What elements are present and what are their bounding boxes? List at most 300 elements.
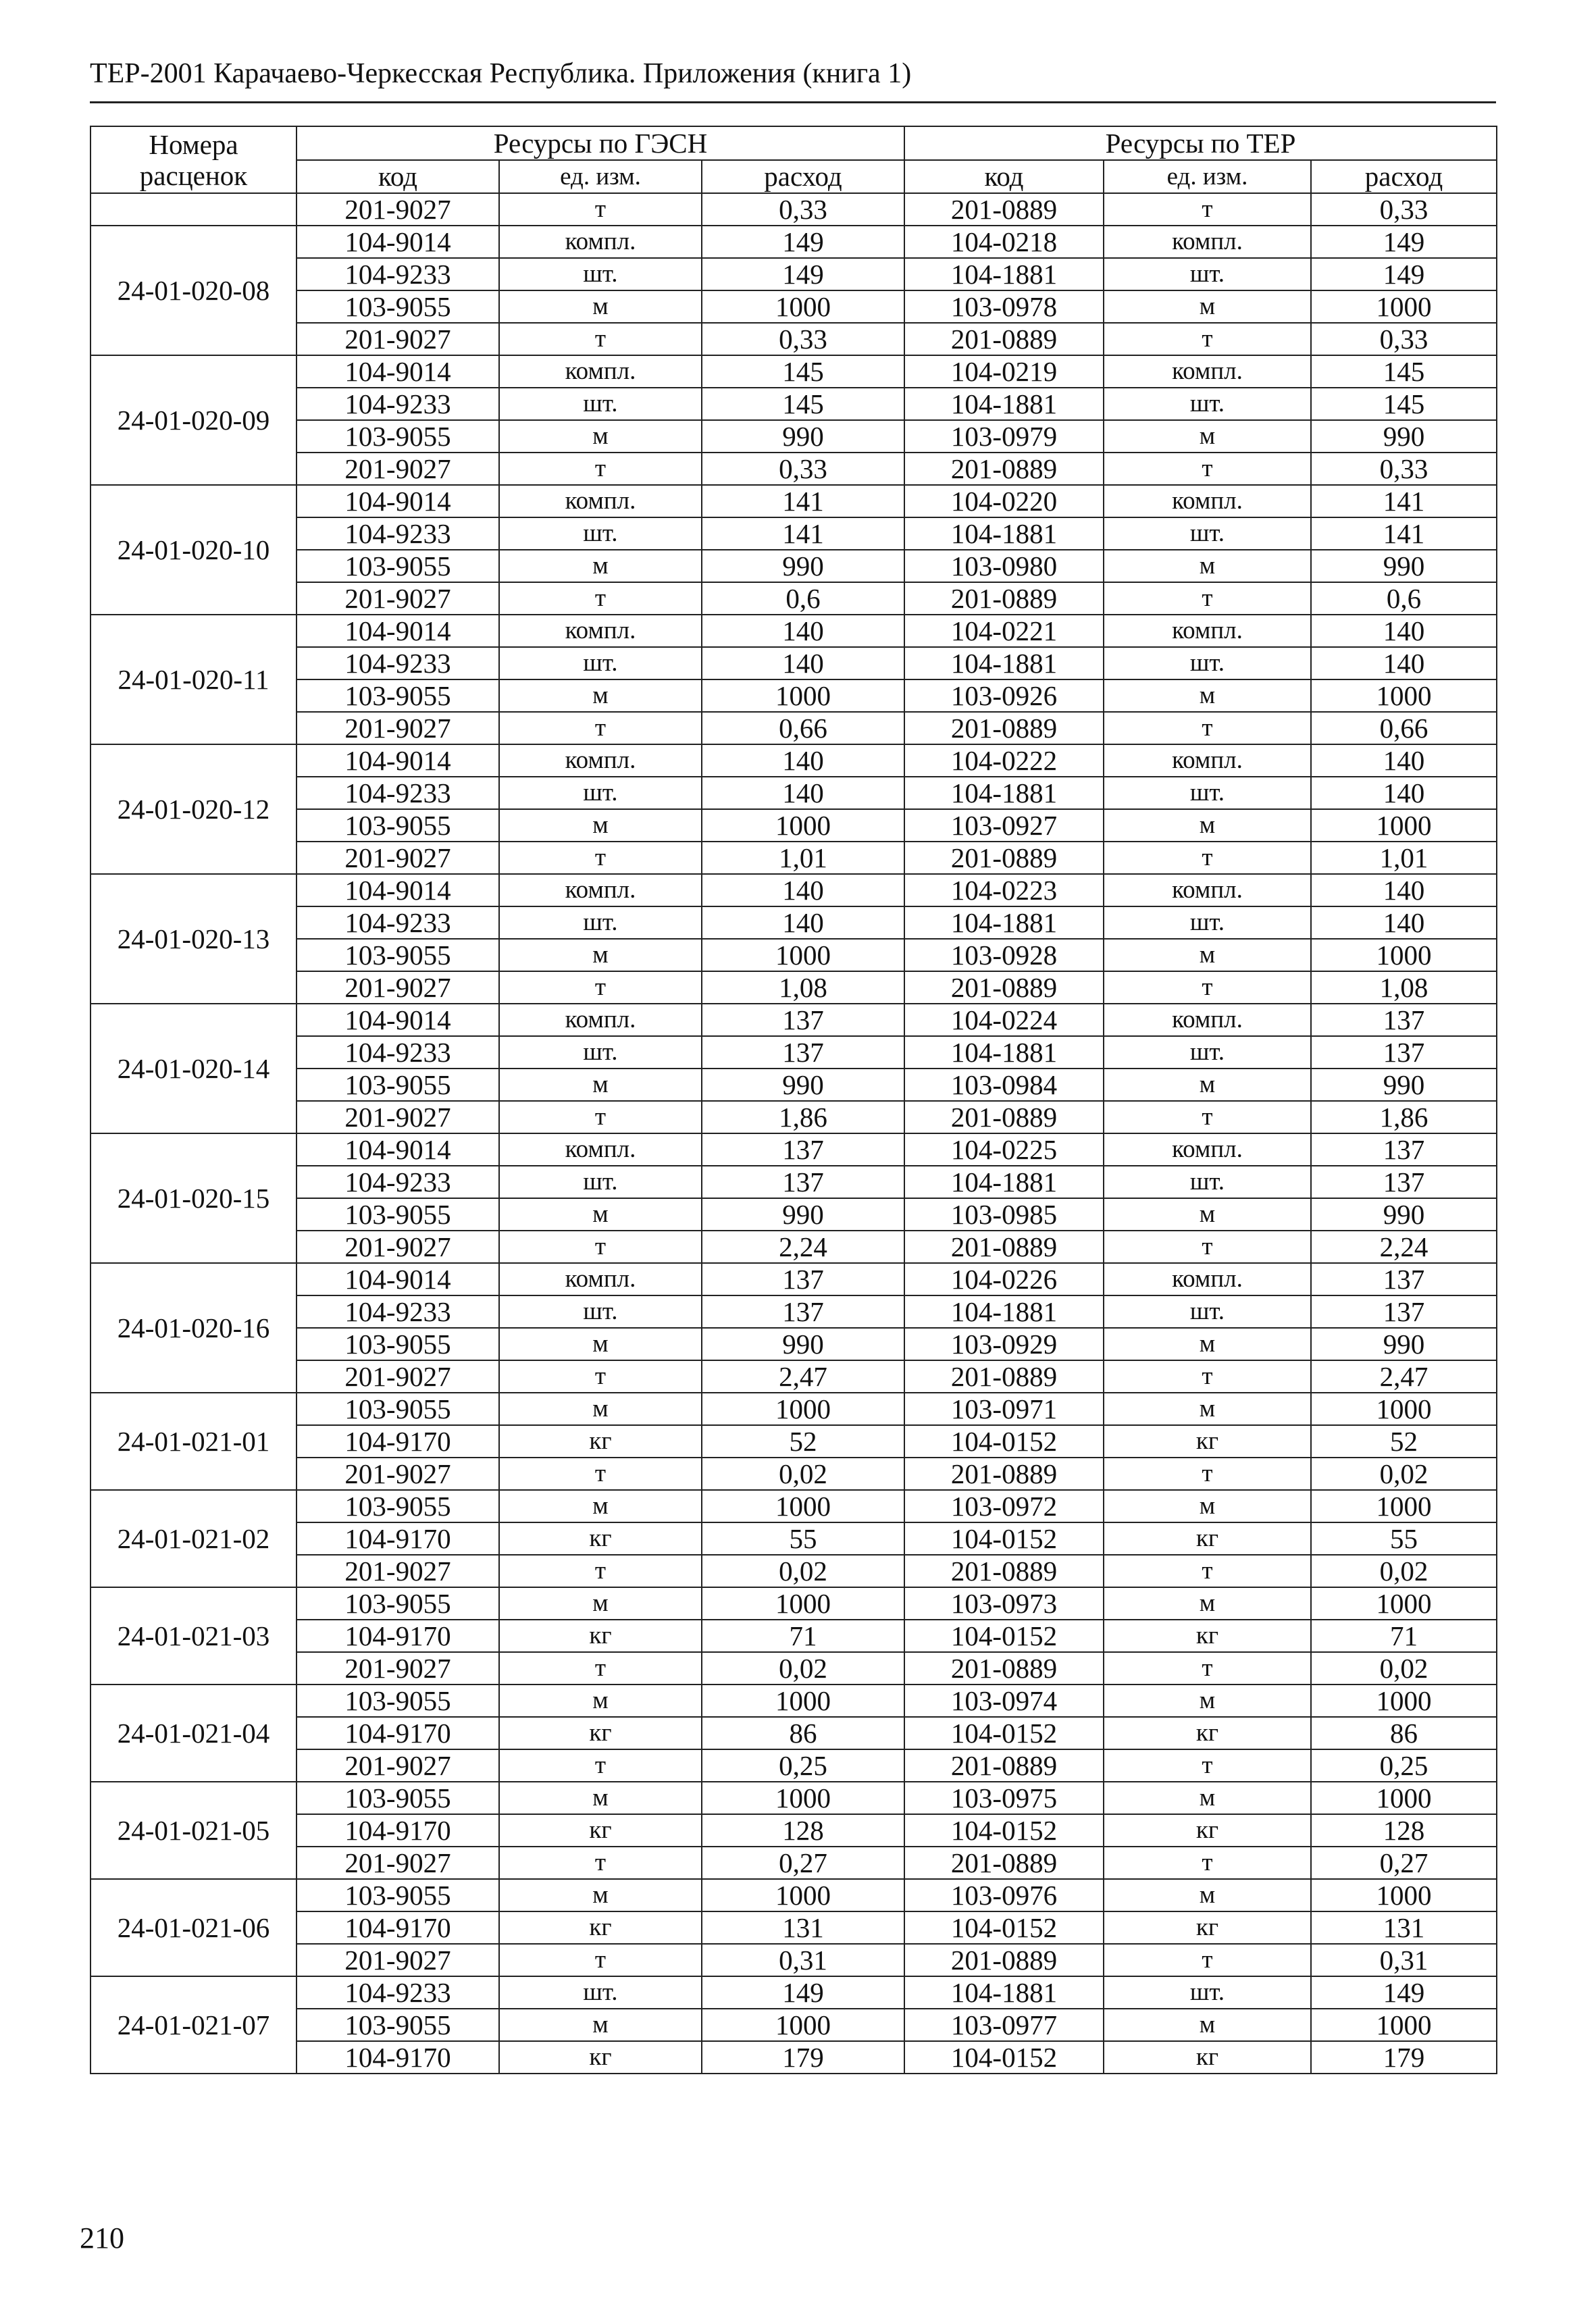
ter-qty-cell: 1,08: [1311, 971, 1497, 1004]
gesn-unit-cell: компл.: [499, 874, 702, 906]
ter-unit-cell: компл.: [1104, 1004, 1311, 1036]
table-row: [91, 615, 1497, 647]
ter-code-cell: 104-1881: [904, 906, 1104, 939]
ter-code-cell: 104-0152: [904, 1814, 1104, 1847]
header-rule: [90, 101, 1496, 103]
ter-unit-cell: компл.: [1104, 744, 1311, 777]
gesn-qty-cell: 1000: [702, 679, 904, 712]
table-row: [91, 582, 1497, 615]
gesn-qty-cell: 0,33: [702, 453, 904, 485]
ter-code-cell: 104-0222: [904, 744, 1104, 777]
gesn-qty-cell: 140: [702, 615, 904, 647]
ter-qty-cell: 141: [1311, 485, 1497, 517]
gesn-code-cell: 103-9055: [297, 1328, 499, 1360]
ter-unit-cell: т: [1104, 1555, 1311, 1587]
subheader-ter-unit: ед. изм.: [1104, 160, 1311, 193]
ter-code-cell: 103-0985: [904, 1198, 1104, 1231]
page-number: 210: [80, 2221, 124, 2255]
ter-code-cell: 103-0972: [904, 1490, 1104, 1522]
gesn-unit-cell: т: [499, 323, 702, 355]
rate-number: 24-01-021-02: [91, 1490, 297, 1587]
gesn-qty-cell: 0,66: [702, 712, 904, 744]
gesn-qty-cell: 0,02: [702, 1555, 904, 1587]
gesn-unit-cell: компл.: [499, 485, 702, 517]
ter-code-cell: 103-0976: [904, 1879, 1104, 1911]
gesn-unit-cell: компл.: [499, 355, 702, 388]
gesn-code-cell: 103-9055: [297, 290, 499, 323]
gesn-qty-cell: 1000: [702, 1587, 904, 1620]
table-row: [91, 971, 1497, 1004]
rate-number: 24-01-020-16: [91, 1263, 297, 1393]
ter-unit-cell: кг: [1104, 1522, 1311, 1555]
gesn-code-cell: 201-9027: [297, 453, 499, 485]
ter-qty-cell: 55: [1311, 1522, 1497, 1555]
ter-qty-cell: 131: [1311, 1911, 1497, 1944]
gesn-qty-cell: 145: [702, 388, 904, 420]
table-row: [91, 258, 1497, 290]
gesn-qty-cell: 0,25: [702, 1749, 904, 1782]
gesn-code-cell: 201-9027: [297, 1360, 499, 1393]
gesn-qty-cell: 0,33: [702, 323, 904, 355]
table-row: [91, 1425, 1497, 1458]
gesn-unit-cell: компл.: [499, 615, 702, 647]
gesn-unit-cell: кг: [499, 1814, 702, 1847]
ter-code-cell: 201-0889: [904, 1101, 1104, 1133]
ter-code-cell: 104-0220: [904, 485, 1104, 517]
ter-qty-cell: 1000: [1311, 1879, 1497, 1911]
gesn-code-cell: 201-9027: [297, 842, 499, 874]
ter-unit-cell: м: [1104, 939, 1311, 971]
ter-qty-cell: 990: [1311, 550, 1497, 582]
ter-unit-cell: шт.: [1104, 1166, 1311, 1198]
rate-number: 24-01-020-11: [91, 615, 297, 744]
gesn-qty-cell: 149: [702, 226, 904, 258]
ter-qty-cell: 1000: [1311, 939, 1497, 971]
rate-number: 24-01-020-12: [91, 744, 297, 874]
ter-code-cell: 104-0224: [904, 1004, 1104, 1036]
gesn-unit-cell: шт.: [499, 1976, 702, 2009]
table-row: [91, 1782, 1497, 1814]
ter-qty-cell: 0,31: [1311, 1944, 1497, 1976]
table-row: [91, 453, 1497, 485]
gesn-code-cell: 201-9027: [297, 1555, 499, 1587]
gesn-qty-cell: 1000: [702, 939, 904, 971]
ter-unit-cell: т: [1104, 1652, 1311, 1685]
ter-code-cell: 201-0889: [904, 1360, 1104, 1393]
ter-unit-cell: м: [1104, 1069, 1311, 1101]
ter-unit-cell: т: [1104, 582, 1311, 615]
ter-unit-cell: шт.: [1104, 258, 1311, 290]
ter-code-cell: 201-0889: [904, 971, 1104, 1004]
gesn-code-cell: 103-9055: [297, 1069, 499, 1101]
ter-unit-cell: м: [1104, 1490, 1311, 1522]
ter-code-cell: 104-1881: [904, 258, 1104, 290]
gesn-qty-cell: 1,86: [702, 1101, 904, 1133]
ter-unit-cell: шт.: [1104, 1036, 1311, 1069]
gesn-unit-cell: м: [499, 1490, 702, 1522]
gesn-code-cell: 104-9233: [297, 388, 499, 420]
ter-qty-cell: 0,02: [1311, 1555, 1497, 1587]
gesn-unit-cell: компл.: [499, 1133, 702, 1166]
gesn-qty-cell: 0,33: [702, 193, 904, 226]
ter-qty-cell: 137: [1311, 1263, 1497, 1295]
ter-unit-cell: т: [1104, 1231, 1311, 1263]
gesn-code-cell: 201-9027: [297, 1847, 499, 1879]
ter-code-cell: 104-1881: [904, 388, 1104, 420]
ter-code-cell: 103-0977: [904, 2009, 1104, 2041]
gesn-unit-cell: шт.: [499, 647, 702, 679]
gesn-qty-cell: 2,47: [702, 1360, 904, 1393]
ter-qty-cell: 1000: [1311, 1490, 1497, 1522]
table-row: [91, 1458, 1497, 1490]
rate-number: 24-01-021-06: [91, 1879, 297, 1976]
gesn-unit-cell: кг: [499, 1522, 702, 1555]
ter-code-cell: 103-0975: [904, 1782, 1104, 1814]
ter-qty-cell: 1000: [1311, 1685, 1497, 1717]
gesn-qty-cell: 1000: [702, 1879, 904, 1911]
ter-unit-cell: шт.: [1104, 388, 1311, 420]
gesn-code-cell: 104-9233: [297, 647, 499, 679]
ter-qty-cell: 137: [1311, 1295, 1497, 1328]
ter-qty-cell: 990: [1311, 1328, 1497, 1360]
ter-qty-cell: 52: [1311, 1425, 1497, 1458]
gesn-unit-cell: т: [499, 1231, 702, 1263]
gesn-code-cell: 201-9027: [297, 1101, 499, 1133]
ter-unit-cell: т: [1104, 1847, 1311, 1879]
gesn-unit-cell: м: [499, 1879, 702, 1911]
gesn-unit-cell: т: [499, 842, 702, 874]
ter-code-cell: 104-1881: [904, 517, 1104, 550]
gesn-qty-cell: 0,31: [702, 1944, 904, 1976]
gesn-code-cell: 104-9014: [297, 744, 499, 777]
gesn-unit-cell: компл.: [499, 1263, 702, 1295]
table-row: [91, 2041, 1497, 2074]
gesn-unit-cell: кг: [499, 1717, 702, 1749]
gesn-code-cell: 201-9027: [297, 1231, 499, 1263]
gesn-qty-cell: 1,08: [702, 971, 904, 1004]
ter-unit-cell: т: [1104, 1360, 1311, 1393]
gesn-code-cell: 104-9233: [297, 517, 499, 550]
table-row: [91, 193, 1497, 226]
ter-code-cell: 201-0889: [904, 1231, 1104, 1263]
ter-unit-cell: компл.: [1104, 1263, 1311, 1295]
gesn-code-cell: 103-9055: [297, 550, 499, 582]
ter-qty-cell: 137: [1311, 1036, 1497, 1069]
ter-qty-cell: 128: [1311, 1814, 1497, 1847]
gesn-qty-cell: 137: [702, 1263, 904, 1295]
table-row: [91, 550, 1497, 582]
gesn-unit-cell: шт.: [499, 1036, 702, 1069]
gesn-unit-cell: м: [499, 1782, 702, 1814]
ter-unit-cell: т: [1104, 193, 1311, 226]
table-row: [91, 1036, 1497, 1069]
ter-qty-cell: 2,24: [1311, 1231, 1497, 1263]
gesn-code-cell: 201-9027: [297, 971, 499, 1004]
gesn-qty-cell: 137: [702, 1133, 904, 1166]
gesn-unit-cell: т: [499, 1360, 702, 1393]
gesn-unit-cell: м: [499, 1685, 702, 1717]
gesn-code-cell: 103-9055: [297, 420, 499, 453]
gesn-code-cell: 201-9027: [297, 1652, 499, 1685]
ter-code-cell: 104-1881: [904, 1036, 1104, 1069]
table-row: [91, 744, 1497, 777]
rate-number: 24-01-020-15: [91, 1133, 297, 1263]
gesn-qty-cell: 149: [702, 258, 904, 290]
ter-code-cell: 201-0889: [904, 323, 1104, 355]
ter-unit-cell: т: [1104, 712, 1311, 744]
table-row: [91, 1166, 1497, 1198]
gesn-unit-cell: м: [499, 1198, 702, 1231]
ter-code-cell: 201-0889: [904, 1847, 1104, 1879]
ter-qty-cell: 990: [1311, 1198, 1497, 1231]
ter-unit-cell: шт.: [1104, 647, 1311, 679]
ter-code-cell: 104-1881: [904, 647, 1104, 679]
gesn-qty-cell: 1000: [702, 1685, 904, 1717]
gesn-unit-cell: м: [499, 1393, 702, 1425]
ter-code-cell: 104-0152: [904, 2041, 1104, 2074]
ter-qty-cell: 1000: [1311, 2009, 1497, 2041]
ter-unit-cell: м: [1104, 420, 1311, 453]
gesn-qty-cell: 2,24: [702, 1231, 904, 1263]
table-row: [91, 1393, 1497, 1425]
gesn-code-cell: 104-9014: [297, 1263, 499, 1295]
ter-unit-cell: м: [1104, 1782, 1311, 1814]
subheader-gesn-unit: ед. изм.: [499, 160, 702, 193]
table-row: [91, 712, 1497, 744]
gesn-code-cell: 201-9027: [297, 193, 499, 226]
rate-number: 24-01-021-01: [91, 1393, 297, 1490]
gesn-qty-cell: 990: [702, 1198, 904, 1231]
ter-unit-cell: компл.: [1104, 615, 1311, 647]
ter-qty-cell: 140: [1311, 744, 1497, 777]
gesn-unit-cell: шт.: [499, 906, 702, 939]
gesn-qty-cell: 140: [702, 744, 904, 777]
table-row: [91, 1231, 1497, 1263]
gesn-unit-cell: кг: [499, 1425, 702, 1458]
gesn-code-cell: 104-9233: [297, 258, 499, 290]
ter-unit-cell: м: [1104, 1879, 1311, 1911]
gesn-unit-cell: т: [499, 1749, 702, 1782]
ter-qty-cell: 1000: [1311, 1587, 1497, 1620]
ter-code-cell: 104-0219: [904, 355, 1104, 388]
subheader-gesn-qty: расход: [702, 160, 904, 193]
rate-number: 24-01-021-04: [91, 1685, 297, 1782]
gesn-qty-cell: 0,02: [702, 1458, 904, 1490]
table-row: [91, 777, 1497, 809]
table-row: [91, 906, 1497, 939]
gesn-code-cell: 103-9055: [297, 1587, 499, 1620]
gesn-qty-cell: 128: [702, 1814, 904, 1847]
table-row: [91, 1198, 1497, 1231]
ter-code-cell: 104-1881: [904, 777, 1104, 809]
gesn-code-cell: 104-9170: [297, 2041, 499, 2074]
running-header: ТЕР-2001 Карачаево-Черкесская Республика. Приложения (книга 1): [90, 58, 912, 89]
gesn-unit-cell: м: [499, 2009, 702, 2041]
ter-code-cell: 104-0152: [904, 1717, 1104, 1749]
table-row: [91, 1717, 1497, 1749]
table-row: [91, 1814, 1497, 1847]
ter-unit-cell: т: [1104, 1944, 1311, 1976]
ter-unit-cell: т: [1104, 842, 1311, 874]
ter-code-cell: 201-0889: [904, 582, 1104, 615]
rate-number: 24-01-020-14: [91, 1004, 297, 1133]
ter-code-cell: 104-0152: [904, 1522, 1104, 1555]
gesn-unit-cell: кг: [499, 1620, 702, 1652]
ter-unit-cell: м: [1104, 1393, 1311, 1425]
ter-qty-cell: 990: [1311, 1069, 1497, 1101]
gesn-unit-cell: шт.: [499, 777, 702, 809]
table-row: [91, 517, 1497, 550]
gesn-code-cell: 103-9055: [297, 1490, 499, 1522]
ter-unit-cell: м: [1104, 1587, 1311, 1620]
gesn-qty-cell: 1,01: [702, 842, 904, 874]
gesn-qty-cell: 149: [702, 1976, 904, 2009]
ter-unit-cell: кг: [1104, 2041, 1311, 2074]
gesn-code-cell: 104-9170: [297, 1620, 499, 1652]
gesn-unit-cell: т: [499, 453, 702, 485]
ter-qty-cell: 0,66: [1311, 712, 1497, 744]
ter-qty-cell: 86: [1311, 1717, 1497, 1749]
gesn-unit-cell: м: [499, 679, 702, 712]
table-row: [91, 2009, 1497, 2041]
gesn-code-cell: 103-9055: [297, 1685, 499, 1717]
ter-code-cell: 201-0889: [904, 1749, 1104, 1782]
ter-code-cell: 103-0979: [904, 420, 1104, 453]
gesn-unit-cell: м: [499, 420, 702, 453]
ter-code-cell: 104-0218: [904, 226, 1104, 258]
gesn-code-cell: 104-9014: [297, 485, 499, 517]
gesn-unit-cell: м: [499, 1069, 702, 1101]
subheader-ter-qty: расход: [1311, 160, 1497, 193]
gesn-code-cell: 104-9233: [297, 906, 499, 939]
ter-qty-cell: 1000: [1311, 809, 1497, 842]
table-row: [91, 1490, 1497, 1522]
ter-unit-cell: т: [1104, 1101, 1311, 1133]
gesn-unit-cell: шт.: [499, 1295, 702, 1328]
gesn-unit-cell: компл.: [499, 1004, 702, 1036]
table-row: [91, 1976, 1497, 2009]
table-row: [91, 485, 1497, 517]
gesn-qty-cell: 86: [702, 1717, 904, 1749]
ter-qty-cell: 179: [1311, 2041, 1497, 2074]
gesn-qty-cell: 55: [702, 1522, 904, 1555]
gesn-code-cell: 104-9014: [297, 355, 499, 388]
ter-unit-cell: компл.: [1104, 355, 1311, 388]
ter-code-cell: 103-0984: [904, 1069, 1104, 1101]
ter-qty-cell: 140: [1311, 615, 1497, 647]
table-row: [91, 939, 1497, 971]
gesn-code-cell: 103-9055: [297, 1879, 499, 1911]
gesn-code-cell: 104-9170: [297, 1717, 499, 1749]
table-row: [91, 1944, 1497, 1976]
table-row: [91, 1879, 1497, 1911]
group-header-ter: Ресурсы по ТЕР: [904, 126, 1497, 160]
gesn-unit-cell: компл.: [499, 744, 702, 777]
ter-code-cell: 104-1881: [904, 1976, 1104, 2009]
ter-code-cell: 104-0226: [904, 1263, 1104, 1295]
gesn-unit-cell: т: [499, 1101, 702, 1133]
gesn-code-cell: 104-9014: [297, 874, 499, 906]
gesn-code-cell: 103-9055: [297, 939, 499, 971]
ter-unit-cell: м: [1104, 290, 1311, 323]
gesn-code-cell: 104-9014: [297, 615, 499, 647]
rate-number: 24-01-020-09: [91, 355, 297, 485]
gesn-unit-cell: м: [499, 550, 702, 582]
group-header-gesn: Ресурсы по ГЭСН: [297, 126, 904, 160]
gesn-qty-cell: 145: [702, 355, 904, 388]
gesn-unit-cell: т: [499, 582, 702, 615]
gesn-qty-cell: 131: [702, 1911, 904, 1944]
ter-qty-cell: 0,33: [1311, 453, 1497, 485]
table-row: [91, 842, 1497, 874]
table-row: [91, 809, 1497, 842]
ter-unit-cell: кг: [1104, 1620, 1311, 1652]
gesn-qty-cell: 179: [702, 2041, 904, 2074]
ter-qty-cell: 140: [1311, 647, 1497, 679]
ter-qty-cell: 141: [1311, 517, 1497, 550]
gesn-qty-cell: 0,02: [702, 1652, 904, 1685]
ter-unit-cell: т: [1104, 1749, 1311, 1782]
gesn-unit-cell: кг: [499, 2041, 702, 2074]
gesn-code-cell: 201-9027: [297, 712, 499, 744]
gesn-unit-cell: шт.: [499, 388, 702, 420]
ter-qty-cell: 145: [1311, 355, 1497, 388]
ter-qty-cell: 1000: [1311, 1782, 1497, 1814]
gesn-code-cell: 103-9055: [297, 2009, 499, 2041]
ter-unit-cell: компл.: [1104, 226, 1311, 258]
gesn-unit-cell: м: [499, 809, 702, 842]
gesn-code-cell: 104-9233: [297, 1166, 499, 1198]
ter-unit-cell: кг: [1104, 1911, 1311, 1944]
ter-qty-cell: 140: [1311, 906, 1497, 939]
table-row: [91, 874, 1497, 906]
ter-code-cell: 103-0978: [904, 290, 1104, 323]
gesn-qty-cell: 71: [702, 1620, 904, 1652]
ter-unit-cell: кг: [1104, 1814, 1311, 1847]
ter-qty-cell: 140: [1311, 874, 1497, 906]
gesn-qty-cell: 137: [702, 1295, 904, 1328]
gesn-code-cell: 201-9027: [297, 1458, 499, 1490]
ter-code-cell: 103-0980: [904, 550, 1104, 582]
table-row: [91, 1652, 1497, 1685]
gesn-unit-cell: т: [499, 712, 702, 744]
table-row: [91, 226, 1497, 258]
ter-unit-cell: м: [1104, 679, 1311, 712]
rate-number: 24-01-021-07: [91, 1976, 297, 2074]
ter-unit-cell: т: [1104, 453, 1311, 485]
ter-unit-cell: т: [1104, 971, 1311, 1004]
gesn-code-cell: 103-9055: [297, 1393, 499, 1425]
table-body: [91, 193, 1497, 2074]
gesn-qty-cell: 140: [702, 777, 904, 809]
ter-qty-cell: 137: [1311, 1004, 1497, 1036]
ter-unit-cell: м: [1104, 1328, 1311, 1360]
rate-number: 24-01-020-13: [91, 874, 297, 1004]
resource-table: [90, 126, 1497, 2074]
gesn-qty-cell: 990: [702, 550, 904, 582]
gesn-code-cell: 103-9055: [297, 679, 499, 712]
gesn-code-cell: 201-9027: [297, 1944, 499, 1976]
ter-unit-cell: компл.: [1104, 485, 1311, 517]
gesn-code-cell: 201-9027: [297, 582, 499, 615]
rate-number: [91, 193, 297, 226]
gesn-qty-cell: 137: [702, 1166, 904, 1198]
ter-qty-cell: 0,25: [1311, 1749, 1497, 1782]
ter-qty-cell: 149: [1311, 226, 1497, 258]
ter-qty-cell: 1,01: [1311, 842, 1497, 874]
ter-code-cell: 201-0889: [904, 453, 1104, 485]
ter-unit-cell: компл.: [1104, 874, 1311, 906]
